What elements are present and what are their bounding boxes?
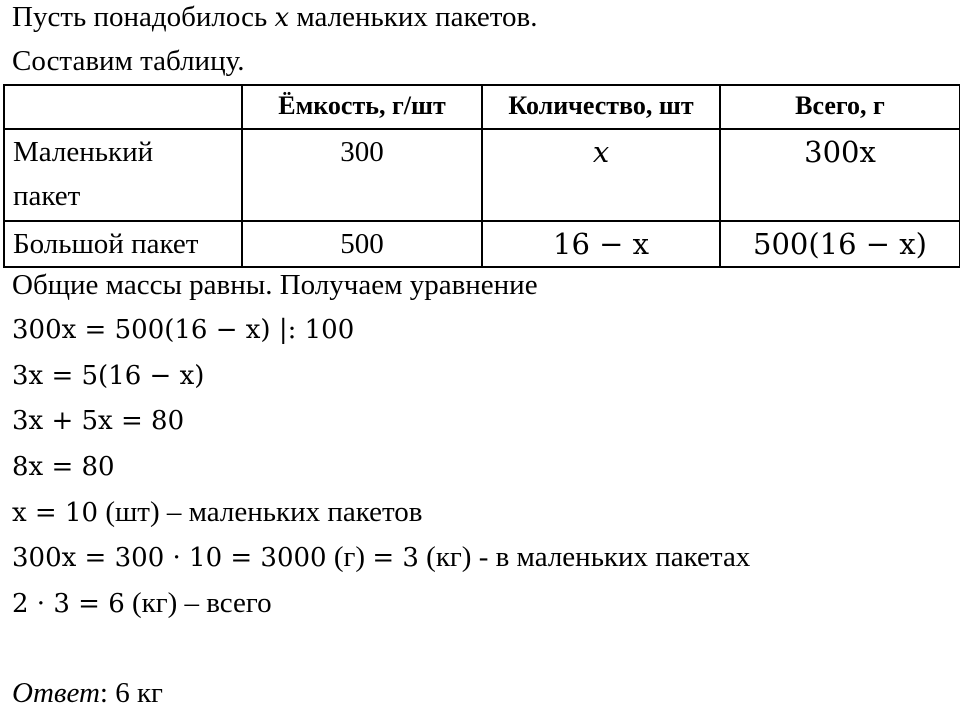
- answer-label: Ответ: [12, 677, 100, 709]
- equation-1: 300x = 500(16 − x) |: 100: [12, 315, 355, 345]
- row-total: 300x: [720, 129, 960, 221]
- intro-text-a: Пусть понадобилось: [12, 1, 275, 33]
- intro-text-b: маленьких пакетов.: [289, 1, 538, 33]
- equation-2: 3x = 5(16 − x): [12, 361, 205, 391]
- header-count: Количество, шт: [482, 85, 720, 129]
- table-row: [4, 129, 960, 221]
- row-capacity: 300: [242, 129, 482, 221]
- table-row: [4, 221, 960, 267]
- equation-5: [12, 495, 422, 530]
- equation-6-text: (кг) - в маленьких пакетах: [418, 541, 751, 573]
- row-count: 16 − x: [482, 221, 720, 267]
- variable-x: x: [274, 3, 290, 33]
- row-total: 500(16 − x): [720, 221, 960, 267]
- equation-6-unit-g: (г): [326, 541, 373, 573]
- equation-6: [12, 540, 750, 575]
- equation-7: [12, 586, 272, 621]
- answer-line: [12, 676, 163, 710]
- equation-intro: Общие массы равны. Получаем уравнение: [12, 269, 538, 301]
- answer-value: : 6 кг: [99, 677, 163, 709]
- intro-line-1: [12, 0, 537, 35]
- equation-5-math: x = 10: [12, 498, 99, 528]
- row-capacity: 500: [242, 221, 482, 267]
- equation-6-math: 300x = 300 · 10 = 3000: [12, 543, 327, 573]
- row-count: x: [482, 129, 720, 221]
- equation-7-math: 2 · 3 = 6: [12, 589, 125, 619]
- equation-7-text: (кг) – всего: [124, 587, 272, 619]
- equation-5-text: (шт) – маленьких пакетов: [98, 496, 423, 528]
- intro-line-2: Составим таблицу.: [12, 45, 245, 77]
- row-label: Маленький пакет: [4, 129, 242, 221]
- data-table: [3, 84, 960, 268]
- header-capacity: Ёмкость, г/шт: [242, 85, 482, 129]
- equation-3: 3x + 5x = 80: [12, 406, 185, 436]
- table-header-row: [4, 85, 960, 129]
- header-empty: [4, 85, 242, 129]
- equation-6-eq: = 3: [372, 543, 419, 573]
- row-label: Большой пакет: [4, 221, 242, 267]
- header-total: Всего, г: [720, 85, 960, 129]
- equation-4: 8x = 80: [12, 452, 115, 482]
